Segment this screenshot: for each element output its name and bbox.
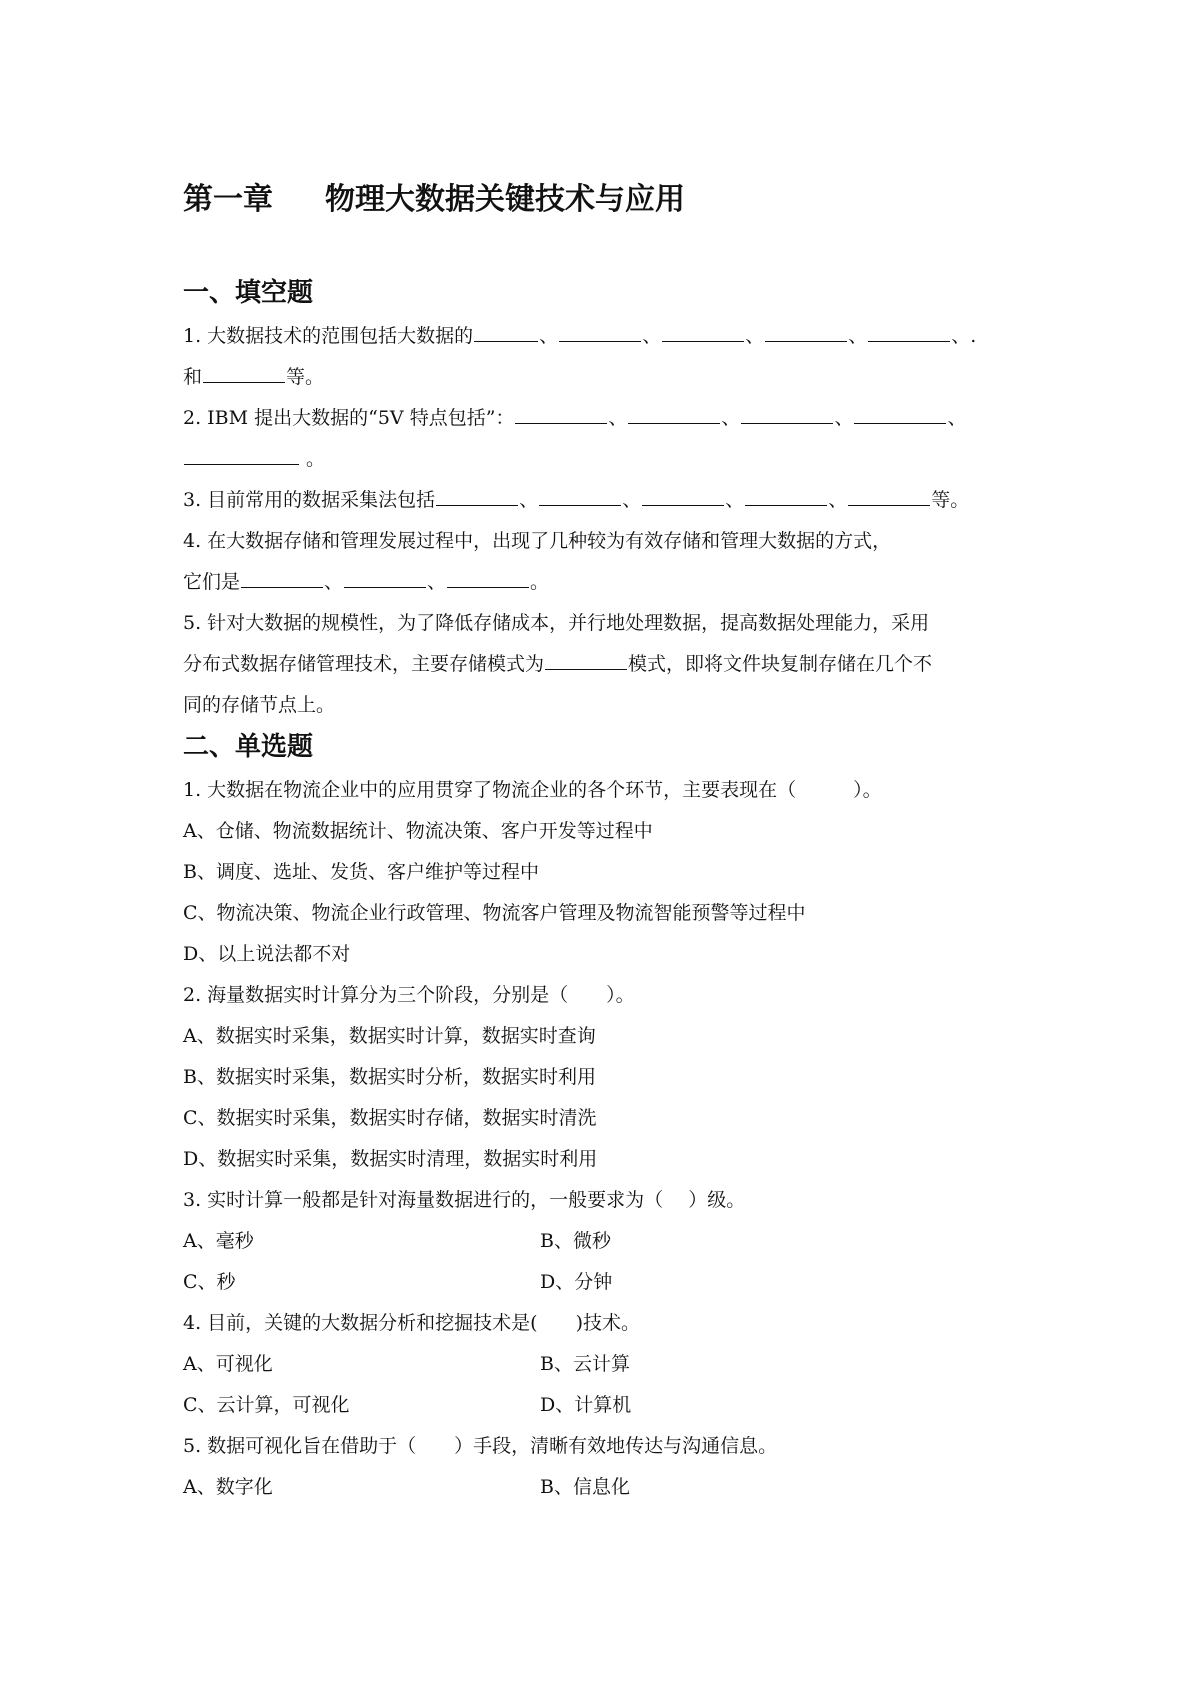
answer-blank [642,483,724,506]
answer-blank [539,483,621,506]
choice-option: A、数字化 [183,1476,273,1498]
chapter-title [183,180,1033,220]
answer-blank [848,483,930,506]
fill-question-3: 3. 目前常用的数据采集法包括 、 、 、 、 等。 [183,480,1033,521]
choice-option: A、可视化 [183,1353,273,1375]
choice-option: B、信息化 [540,1476,630,1498]
answer-blank [184,442,299,465]
choice-option-row [183,1344,1033,1385]
choice-option: D、分钟 [540,1271,613,1293]
answer-blank [436,483,518,506]
choice-option: D、计算机 [540,1394,632,1416]
choice-question-5-stem: 5. 数据可视化旨在借助于（ ）手段，清晰有效地传达与沟通信息。 [183,1435,778,1457]
fill-question-5-line-3: 同的存储节点上。 [183,694,336,716]
answer-blank [241,565,323,588]
answer-blank [628,401,720,424]
answer-blank [854,401,946,424]
choice-option: A、毫秒 [183,1230,254,1252]
choice-option: C、秒 [183,1271,236,1293]
chapter-label: 第一章 [183,182,273,217]
choice-question-2-stem: 2. 海量数据实时计算分为三个阶段，分别是（ ）。 [183,984,635,1006]
chapter-name: 物理大数据关键技术与应用 [325,182,685,217]
section-fill-blank-title: 一、填空题 [183,278,314,308]
choice-option-row [183,1221,1033,1262]
choice-option: B、调度、选址、发货、客户维护等过程中 [183,861,539,883]
fill-question-2-line-1: 2. IBM 提出大数据的“5V 特点包括”： 、 、 、 、 [183,398,1033,439]
answer-blank [474,319,538,342]
answer-blank [741,401,833,424]
choice-question-3-stem: 3. 实时计算一般都是针对海量数据进行的，一般要求为（ ）级。 [183,1189,746,1211]
choice-question-1-stem: 1. 大数据在物流企业中的应用贯穿了物流企业的各个环节，主要表现在（ ）。 [183,779,882,801]
choice-option: B、云计算 [540,1353,630,1375]
answer-blank [745,483,827,506]
choice-option: A、仓储、物流数据统计、物流决策、客户开发等过程中 [183,820,653,842]
fill-question-1-line-2: 和 等。 [183,357,1033,398]
choice-option-row [183,1262,1033,1303]
fill-question-1-line-1: 1. 大数据技术的范围包括大数据的 、 、 、 、 、. [183,316,1033,357]
choice-option: A、数据实时采集，数据实时计算，数据实时查询 [183,1025,596,1047]
choice-question-4-stem: 4. 目前，关键的大数据分析和挖掘技术是( )技术。 [183,1312,640,1334]
document-page [183,180,1033,1508]
answer-blank [868,319,950,342]
choice-option-row [183,1467,1033,1508]
answer-blank [662,319,744,342]
fill-question-5-line-2: 分布式数据存储管理技术，主要存储模式为 模式，即将文件块复制存储在几个不 [183,644,1033,685]
fill-question-4-line-1: 4. 在大数据存储和管理发展过程中，出现了几种较为有效存储和管理大数据的方式， [183,530,892,552]
answer-blank [447,565,529,588]
choice-option: D、数据实时采集，数据实时清理，数据实时利用 [183,1148,598,1170]
choice-option: B、数据实时采集，数据实时分析，数据实时利用 [183,1066,596,1088]
choice-option-row [183,1385,1033,1426]
fill-question-4-line-2: 它们是 、 、 。 [183,562,1033,603]
answer-blank [545,647,627,670]
fill-question-5-line-1: 5. 针对大数据的规模性，为了降低存储成本，并行地处理数据，提高数据处理能力，采用 [183,612,930,634]
answer-blank [559,319,641,342]
choice-option: C、云计算，可视化 [183,1394,350,1416]
fill-question-2-line-2: 。 [183,439,1033,480]
choice-option: C、物流决策、物流企业行政管理、物流客户管理及物流智能预警等过程中 [183,902,806,924]
choice-option: D、以上说法都不对 [183,943,351,965]
answer-blank [765,319,847,342]
choice-option: B、微秒 [540,1230,611,1252]
answer-blank [203,360,285,383]
answer-blank [344,565,426,588]
choice-option: C、数据实时采集，数据实时存储，数据实时清洗 [183,1107,597,1129]
answer-blank [515,401,607,424]
section-single-choice-title: 二、单选题 [183,732,314,762]
